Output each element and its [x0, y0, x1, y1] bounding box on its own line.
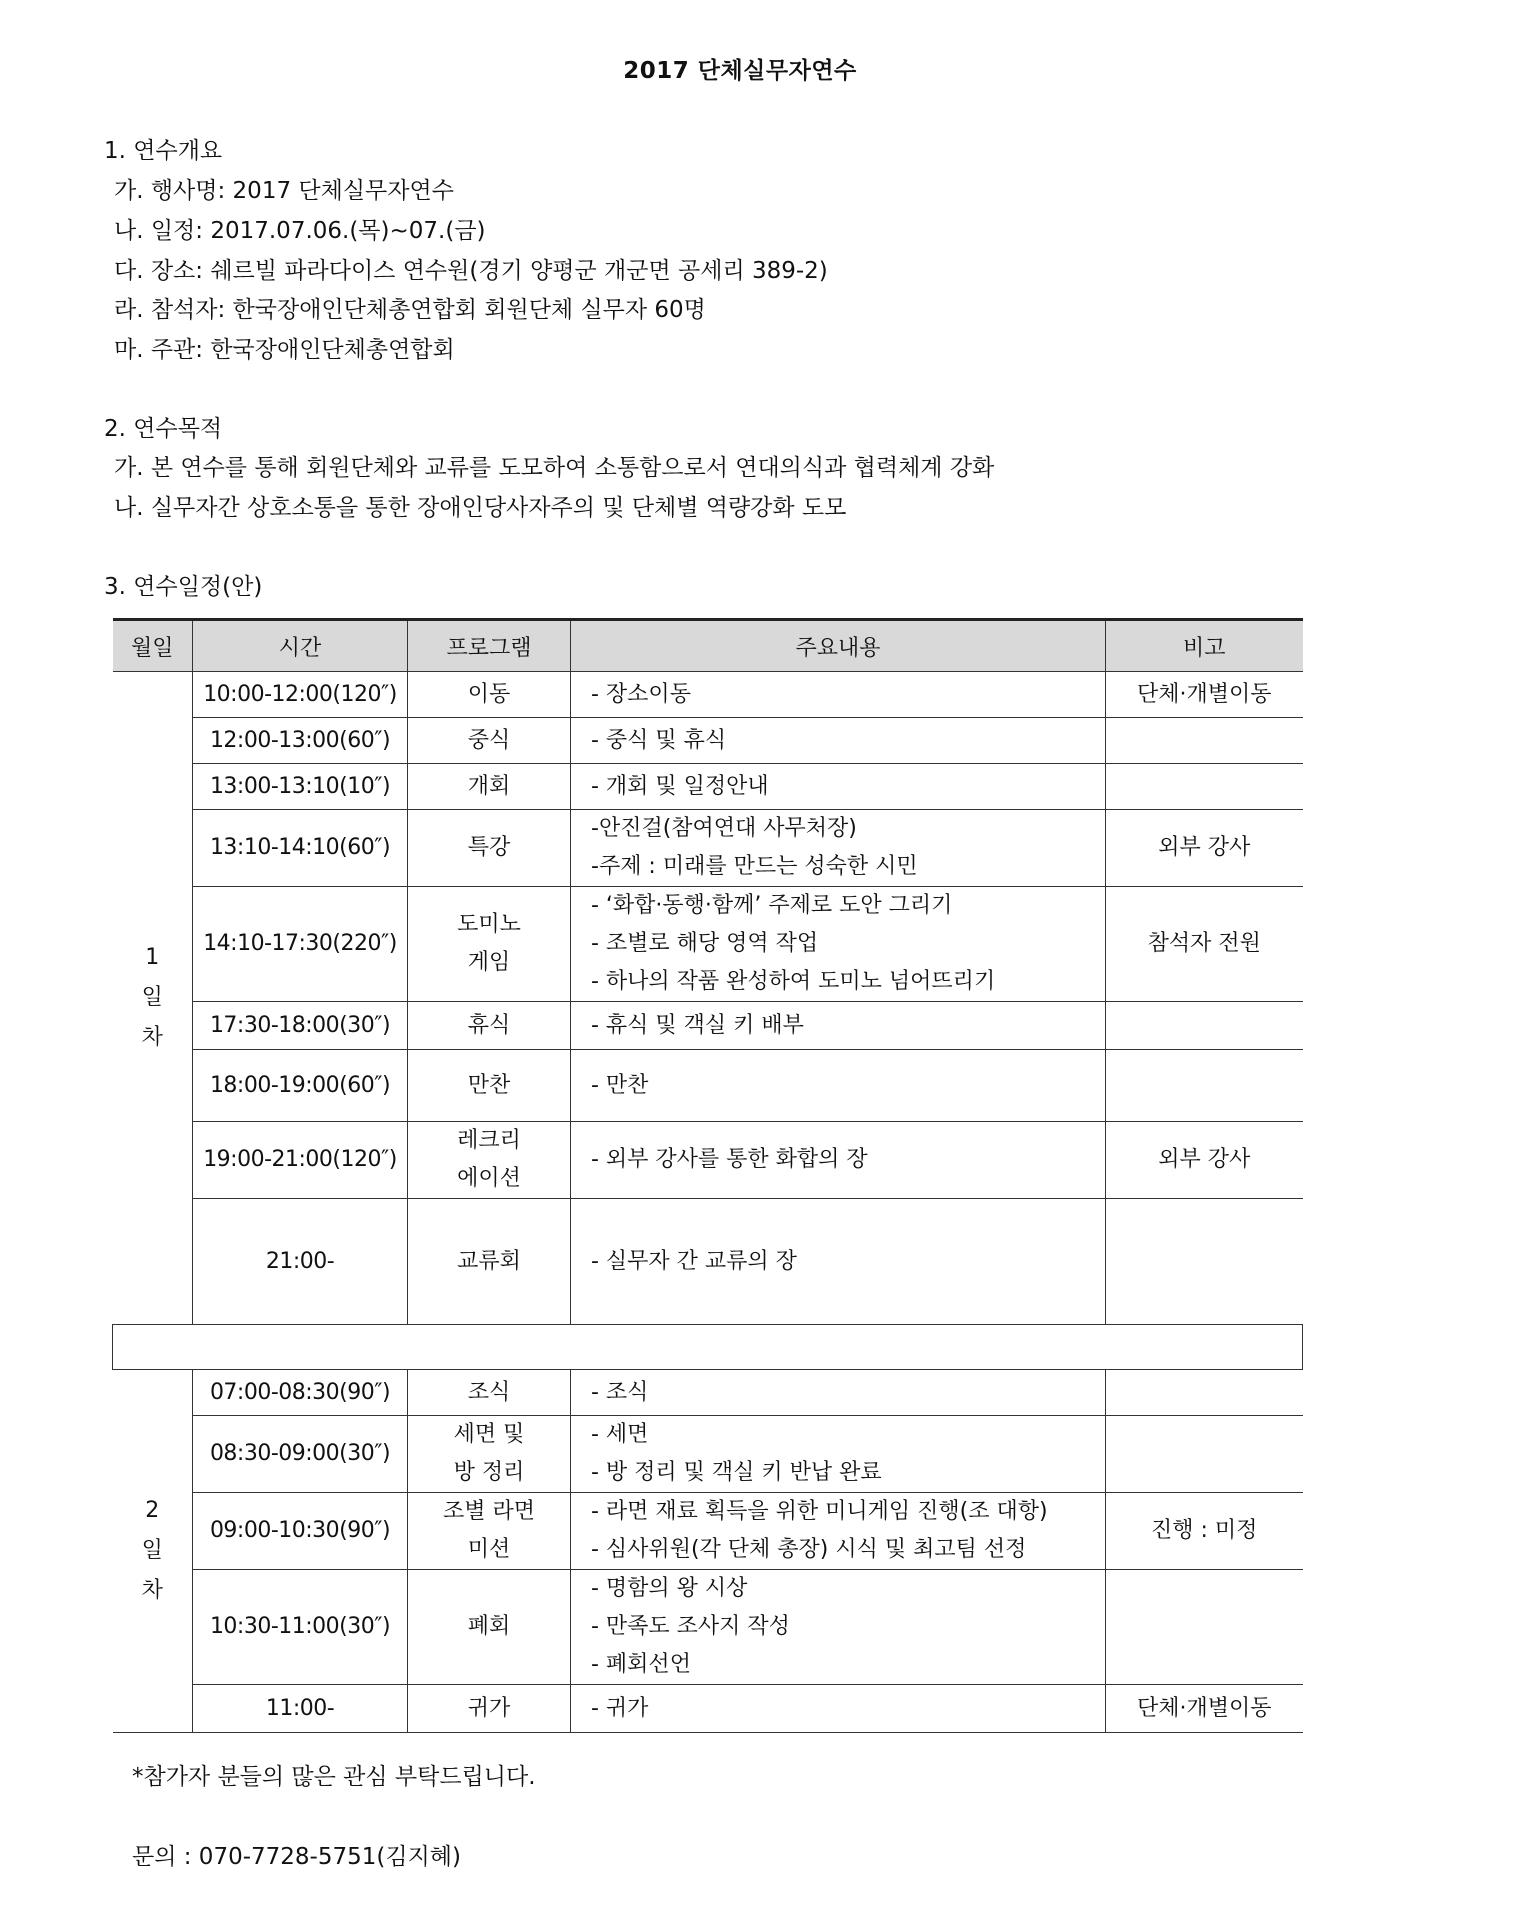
content-cell [571, 672, 1106, 718]
content-cell [571, 1570, 1106, 1685]
table-row [113, 1416, 1303, 1493]
schedule-table [112, 618, 1303, 1733]
content-cell [571, 1122, 1106, 1199]
time-cell: 12:00-13:00(60″) [193, 718, 408, 764]
day-label-char: 2 [145, 1498, 160, 1523]
note-cell [1106, 1570, 1303, 1685]
content-cell [571, 1050, 1106, 1122]
note-cell: 진행 : 미정 [1106, 1493, 1303, 1570]
time-cell: 10:30-11:00(30″) [193, 1570, 408, 1685]
content-line: - 개회 및 일정안내 [591, 773, 769, 799]
day-separator-cell [113, 1325, 1303, 1370]
note-cell: 외부 강사 [1106, 1122, 1303, 1199]
header-time: 시간 [193, 620, 408, 672]
program-line: 에이션 [457, 1166, 521, 1191]
content-line: - 조식 [591, 1379, 649, 1405]
program-cell [408, 1493, 571, 1570]
content-cell [571, 1685, 1106, 1733]
program-cell [408, 1002, 571, 1050]
note-cell: 참석자 전원 [1106, 887, 1303, 1002]
content-line: - 심사위원(각 단체 총장) 시식 및 최고팀 선정 [591, 1537, 1027, 1562]
program-line: 레크리 [457, 1128, 521, 1153]
table-row [113, 887, 1303, 1002]
program-line: 방 정리 [453, 1460, 525, 1485]
day-label-char: 1 [145, 945, 160, 970]
table-row [113, 1493, 1303, 1570]
time-cell: 10:00-12:00(120″) [193, 672, 408, 718]
table-row [113, 1370, 1303, 1416]
program-line: 귀가 [467, 1695, 511, 1721]
note-cell [1106, 1370, 1303, 1416]
time-cell: 13:00-13:10(10″) [193, 764, 408, 810]
content-cell [571, 1199, 1106, 1325]
content-line: - 실무자 간 교류의 장 [591, 1248, 797, 1274]
program-line: 세면 및 [453, 1422, 525, 1447]
time-cell: 13:10-14:10(60″) [193, 810, 408, 887]
table-row [113, 1002, 1303, 1050]
table-row [113, 810, 1303, 887]
table-header-row [113, 620, 1303, 672]
schedule-body [113, 672, 1303, 1733]
content-cell [571, 718, 1106, 764]
day-label-char: 차 [141, 1578, 163, 1603]
note-cell [1106, 718, 1303, 764]
table-row [113, 1122, 1303, 1199]
program-line: 폐회 [467, 1614, 511, 1639]
content-cell [571, 1370, 1106, 1416]
content-line: - 만족도 조사지 작성 [591, 1614, 790, 1639]
overview-event-name: 가. 행사명: 2017 단체실무자연수 [114, 178, 454, 204]
time-cell: 09:00-10:30(90″) [193, 1493, 408, 1570]
content-line: - 명함의 왕 시상 [591, 1576, 748, 1601]
section-2-heading: 2. 연수목적 [104, 416, 223, 442]
time-cell: 08:30-09:00(30″) [193, 1416, 408, 1493]
content-line: - 폐회선언 [591, 1652, 691, 1677]
program-cell [408, 1122, 571, 1199]
program-line: 만찬 [467, 1072, 511, 1098]
program-cell [408, 672, 571, 718]
program-cell [408, 887, 571, 1002]
table-row [113, 1050, 1303, 1122]
footer-note: *참가자 분들의 많은 관심 부탁드립니다. [132, 1764, 536, 1790]
content-line: - 조별로 해당 영역 작업 [591, 931, 819, 956]
header-date: 월일 [113, 620, 193, 672]
content-cell [571, 887, 1106, 1002]
overview-schedule: 나. 일정: 2017.07.06.(목)~07.(금) [114, 218, 486, 244]
content-line: - 라면 재료 획득을 위한 미니게임 진행(조 대항) [591, 1499, 1048, 1524]
time-cell: 07:00-08:30(90″) [193, 1370, 408, 1416]
overview-location: 다. 장소: 쉐르빌 파라다이스 연수원(경기 양평군 개군면 공세리 389-2) [114, 258, 828, 284]
table-row [113, 764, 1303, 810]
content-line: - 세면 [591, 1422, 649, 1447]
content-line: - 만찬 [591, 1072, 649, 1098]
day-label-char: 일 [141, 1538, 163, 1563]
content-cell [571, 1493, 1106, 1570]
content-line: -안진걸(참여연대 사무처장) [591, 816, 857, 841]
overview-attendees: 라. 참석자: 한국장애인단체총연합회 회원단체 실무자 60명 [114, 297, 706, 323]
note-cell [1106, 1050, 1303, 1122]
content-line: - 하나의 작품 완성하여 도미노 넘어뜨리기 [591, 969, 996, 994]
footer-contact: 문의 : 070-7728-5751(김지혜) [132, 1844, 461, 1870]
day-1-label [113, 672, 193, 1325]
program-cell [408, 1570, 571, 1685]
content-line: - 장소이동 [591, 681, 691, 707]
program-line: 도미노 [457, 912, 521, 937]
content-line: - 휴식 및 객실 키 배부 [591, 1012, 804, 1038]
day-label-char: 차 [141, 1025, 163, 1050]
content-cell [571, 810, 1106, 887]
note-cell [1106, 1002, 1303, 1050]
header-content: 주요내용 [571, 620, 1106, 672]
day-label-char: 일 [141, 985, 163, 1010]
purpose-item-1: 가. 본 연수를 통해 회원단체와 교류를 도모하여 소통함으로서 연대의식과 협력체계 강화 [114, 455, 995, 481]
program-line: 중식 [467, 727, 511, 753]
overview-host: 마. 주관: 한국장애인단체총연합회 [114, 337, 455, 363]
table-row [113, 672, 1303, 718]
time-cell: 19:00-21:00(120″) [193, 1122, 408, 1199]
program-cell [408, 1050, 571, 1122]
table-row [113, 1199, 1303, 1325]
program-line: 조별 라면 [442, 1499, 535, 1524]
content-line: - ‘화합·동행·함께’ 주제로 도안 그리기 [591, 893, 953, 918]
note-cell: 단체·개별이동 [1106, 1685, 1303, 1733]
note-cell [1106, 1416, 1303, 1493]
time-cell: 11:00- [193, 1685, 408, 1733]
section-1-heading: 1. 연수개요 [104, 138, 223, 164]
document-title: 2017 단체실무자연수 [623, 58, 857, 84]
program-line: 교류회 [457, 1248, 521, 1274]
program-cell [408, 1416, 571, 1493]
content-cell [571, 1416, 1106, 1493]
content-cell [571, 764, 1106, 810]
time-cell: 18:00-19:00(60″) [193, 1050, 408, 1122]
program-cell [408, 810, 571, 887]
table-row [113, 1685, 1303, 1733]
program-line: 이동 [467, 681, 511, 707]
header-program: 프로그램 [408, 620, 571, 672]
program-cell [408, 718, 571, 764]
program-cell [408, 764, 571, 810]
content-line: -주제 : 미래를 만드는 성숙한 시민 [591, 854, 918, 879]
note-cell [1106, 1199, 1303, 1325]
program-line: 조식 [467, 1379, 511, 1405]
time-cell: 21:00- [193, 1199, 408, 1325]
header-note: 비고 [1106, 620, 1303, 672]
note-cell [1106, 764, 1303, 810]
time-cell: 14:10-17:30(220″) [193, 887, 408, 1002]
table-row [113, 718, 1303, 764]
section-3-heading: 3. 연수일정(안) [104, 574, 263, 600]
content-line: - 귀가 [591, 1695, 649, 1721]
note-cell: 외부 강사 [1106, 810, 1303, 887]
program-cell [408, 1370, 571, 1416]
program-line: 특강 [467, 835, 511, 860]
content-line: - 방 정리 및 객실 키 반납 완료 [591, 1460, 882, 1485]
program-line: 휴식 [467, 1012, 511, 1038]
day-separator [113, 1325, 1303, 1370]
program-cell [408, 1199, 571, 1325]
content-line: - 외부 강사를 통한 화합의 장 [591, 1147, 868, 1172]
program-line: 개회 [467, 773, 511, 799]
time-cell: 17:30-18:00(30″) [193, 1002, 408, 1050]
program-line: 미션 [467, 1537, 511, 1562]
note-cell: 단체·개별이동 [1106, 672, 1303, 718]
table-row [113, 1570, 1303, 1685]
day-2-label [113, 1370, 193, 1733]
content-line: - 중식 및 휴식 [591, 727, 727, 753]
program-line: 게임 [467, 950, 511, 975]
content-cell [571, 1002, 1106, 1050]
purpose-item-2: 나. 실무자간 상호소통을 통한 장애인당사자주의 및 단체별 역량강화 도모 [114, 495, 847, 521]
program-cell [408, 1685, 571, 1733]
